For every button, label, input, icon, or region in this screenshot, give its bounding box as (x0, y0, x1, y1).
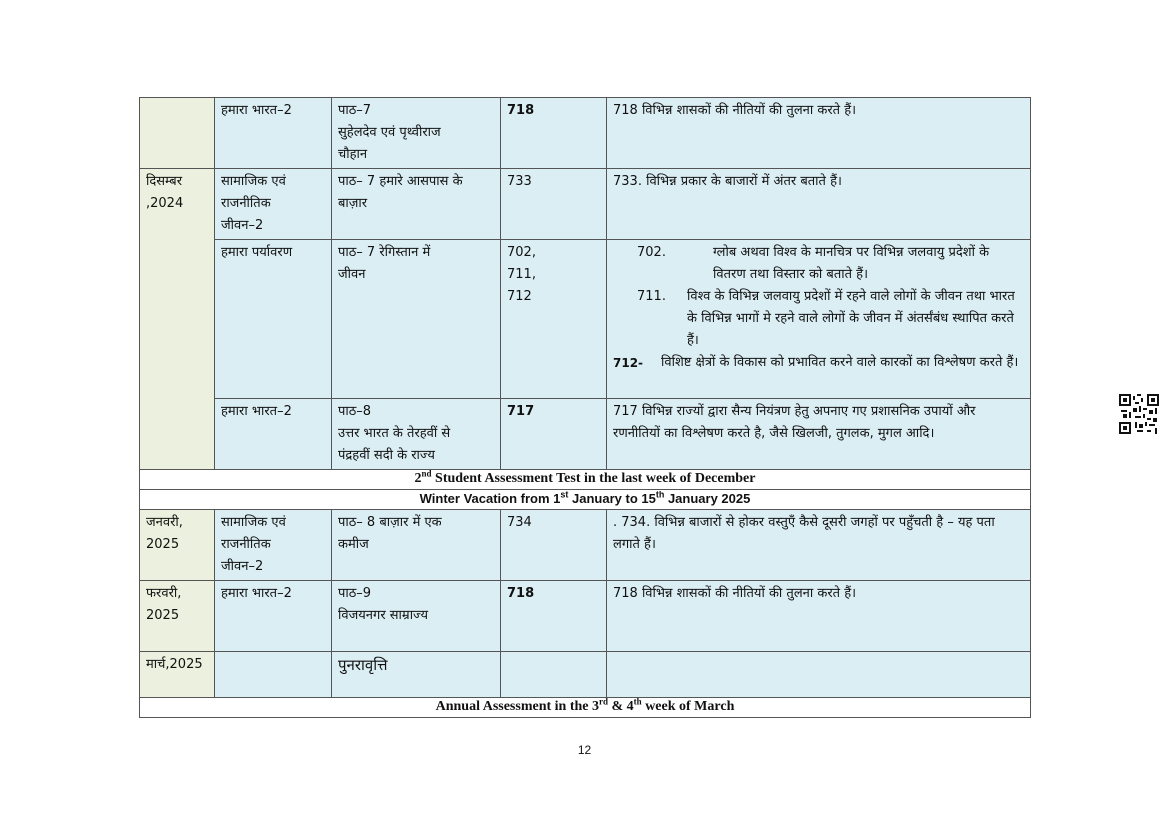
lesson-cell: पाठ–8 उत्तर भारत के तेरहवीं से पंद्रहवीं सदी के राज्य (332, 399, 501, 470)
month-cell (140, 98, 215, 169)
month-cell: फरवरी, 2025 (140, 581, 215, 652)
code-cell (501, 652, 607, 698)
lesson-cell: पाठ– 7 रेगिस्तान में जीवन (332, 240, 501, 399)
outcome-cell: 718 विभिन्न शासकों की नीतियों की तुलना करते हैं। (607, 581, 1031, 652)
code-cell: 718 (501, 581, 607, 652)
table-row (140, 470, 1031, 490)
subject-cell: हमारा भारत–2 (215, 581, 332, 652)
lesson-cell: पाठ–7 सुहेलदेव एवं पृथ्वीराज चौहान (332, 98, 501, 169)
table-row (140, 510, 1031, 581)
lesson-cell: पाठ– 7 हमारे आसपास के बाज़ार (332, 169, 501, 240)
table-row (140, 169, 1031, 240)
subject-cell: सामाजिक एवं राजनीतिक जीवन–2 (215, 169, 332, 240)
table-row (140, 581, 1031, 652)
vacation-banner: Winter Vacation from 1st January to 15th January 2025 (140, 490, 1031, 510)
table-row (140, 399, 1031, 470)
subject-cell (215, 652, 332, 698)
code-cell: 717 (501, 399, 607, 470)
outcome-item: 702. ग्लोब अथवा विश्व के मानचित्र पर विभिन्न जलवायु प्रदेशों के वितरण तथा विस्तार को बताते हैं। (637, 245, 990, 282)
lesson-cell: पाठ–9 विजयनगर साम्राज्य (332, 581, 501, 652)
code-cell: 702, 711, 712 (501, 240, 607, 399)
month-cell: जनवरी, 2025 (140, 510, 215, 581)
month-cell: दिसम्बर ,2024 (140, 169, 215, 470)
code-cell: 733 (501, 169, 607, 240)
code-cell: 734 (501, 510, 607, 581)
assessment-banner: Annual Assessment in the 3rd & 4th week of March (140, 698, 1031, 718)
table-row (140, 240, 1031, 399)
month-cell: मार्च,2025 (140, 652, 215, 698)
outcome-cell: 717 विभिन्न राज्यों द्वारा सैन्य नियंत्रण हेतु अपनाए गए प्रशासनिक उपायों और रणनीतियों का विश्लेषण करते है, जैसे खिलजी, तुगलक, मुगल आदि। (607, 399, 1031, 470)
assessment-banner: 2nd Student Assessment Test in the last week of December (140, 470, 1031, 490)
outcome-cell (607, 652, 1031, 698)
table-row (140, 652, 1031, 698)
outcome-item: 711. विश्व के विभिन्न जलवायु प्रदेशों में रहने वाले लोगों के जीवन तथा भारत के विभिन्न भागों मे रहने वाले लोगों के जीवन में अंतर्संबंध स्थापित करते हैं। (637, 289, 1015, 348)
subject-cell: हमारा भारत–2 (215, 98, 332, 169)
page-number: 12 (577, 743, 592, 757)
outcome-item: 712- विशिष्ट क्षेत्रों के विकास को प्रभावित करने वाले कारकों का विश्लेषण करते हैं। (613, 355, 1019, 370)
table-row (140, 98, 1031, 169)
outcome-cell: . 734. विभिन्न बाजारों से होकर वस्तुएँ कैसे दूसरी जगहों पर पहुँचती है – यह पता लगाते हैं। (607, 510, 1031, 581)
qr-code-icon (1119, 394, 1159, 434)
subject-cell: सामाजिक एवं राजनीतिक जीवन–2 (215, 510, 332, 581)
syllabus-table (139, 97, 1031, 718)
outcome-cell: 718 विभिन्न शासकों की नीतियों की तुलना करते हैं। (607, 98, 1031, 169)
code-cell: 718 (501, 98, 607, 169)
table-row (140, 490, 1031, 510)
subject-cell: हमारा भारत–2 (215, 399, 332, 470)
lesson-cell: पुनरावृत्ति (332, 652, 501, 698)
outcome-cell (607, 240, 1031, 399)
table-row (140, 698, 1031, 718)
subject-cell: हमारा पर्यावरण (215, 240, 332, 399)
outcome-cell: 733. विभिन्न प्रकार के बाजारों में अंतर बताते हैं। (607, 169, 1031, 240)
lesson-cell: पाठ– 8 बाज़ार में एक कमीज (332, 510, 501, 581)
